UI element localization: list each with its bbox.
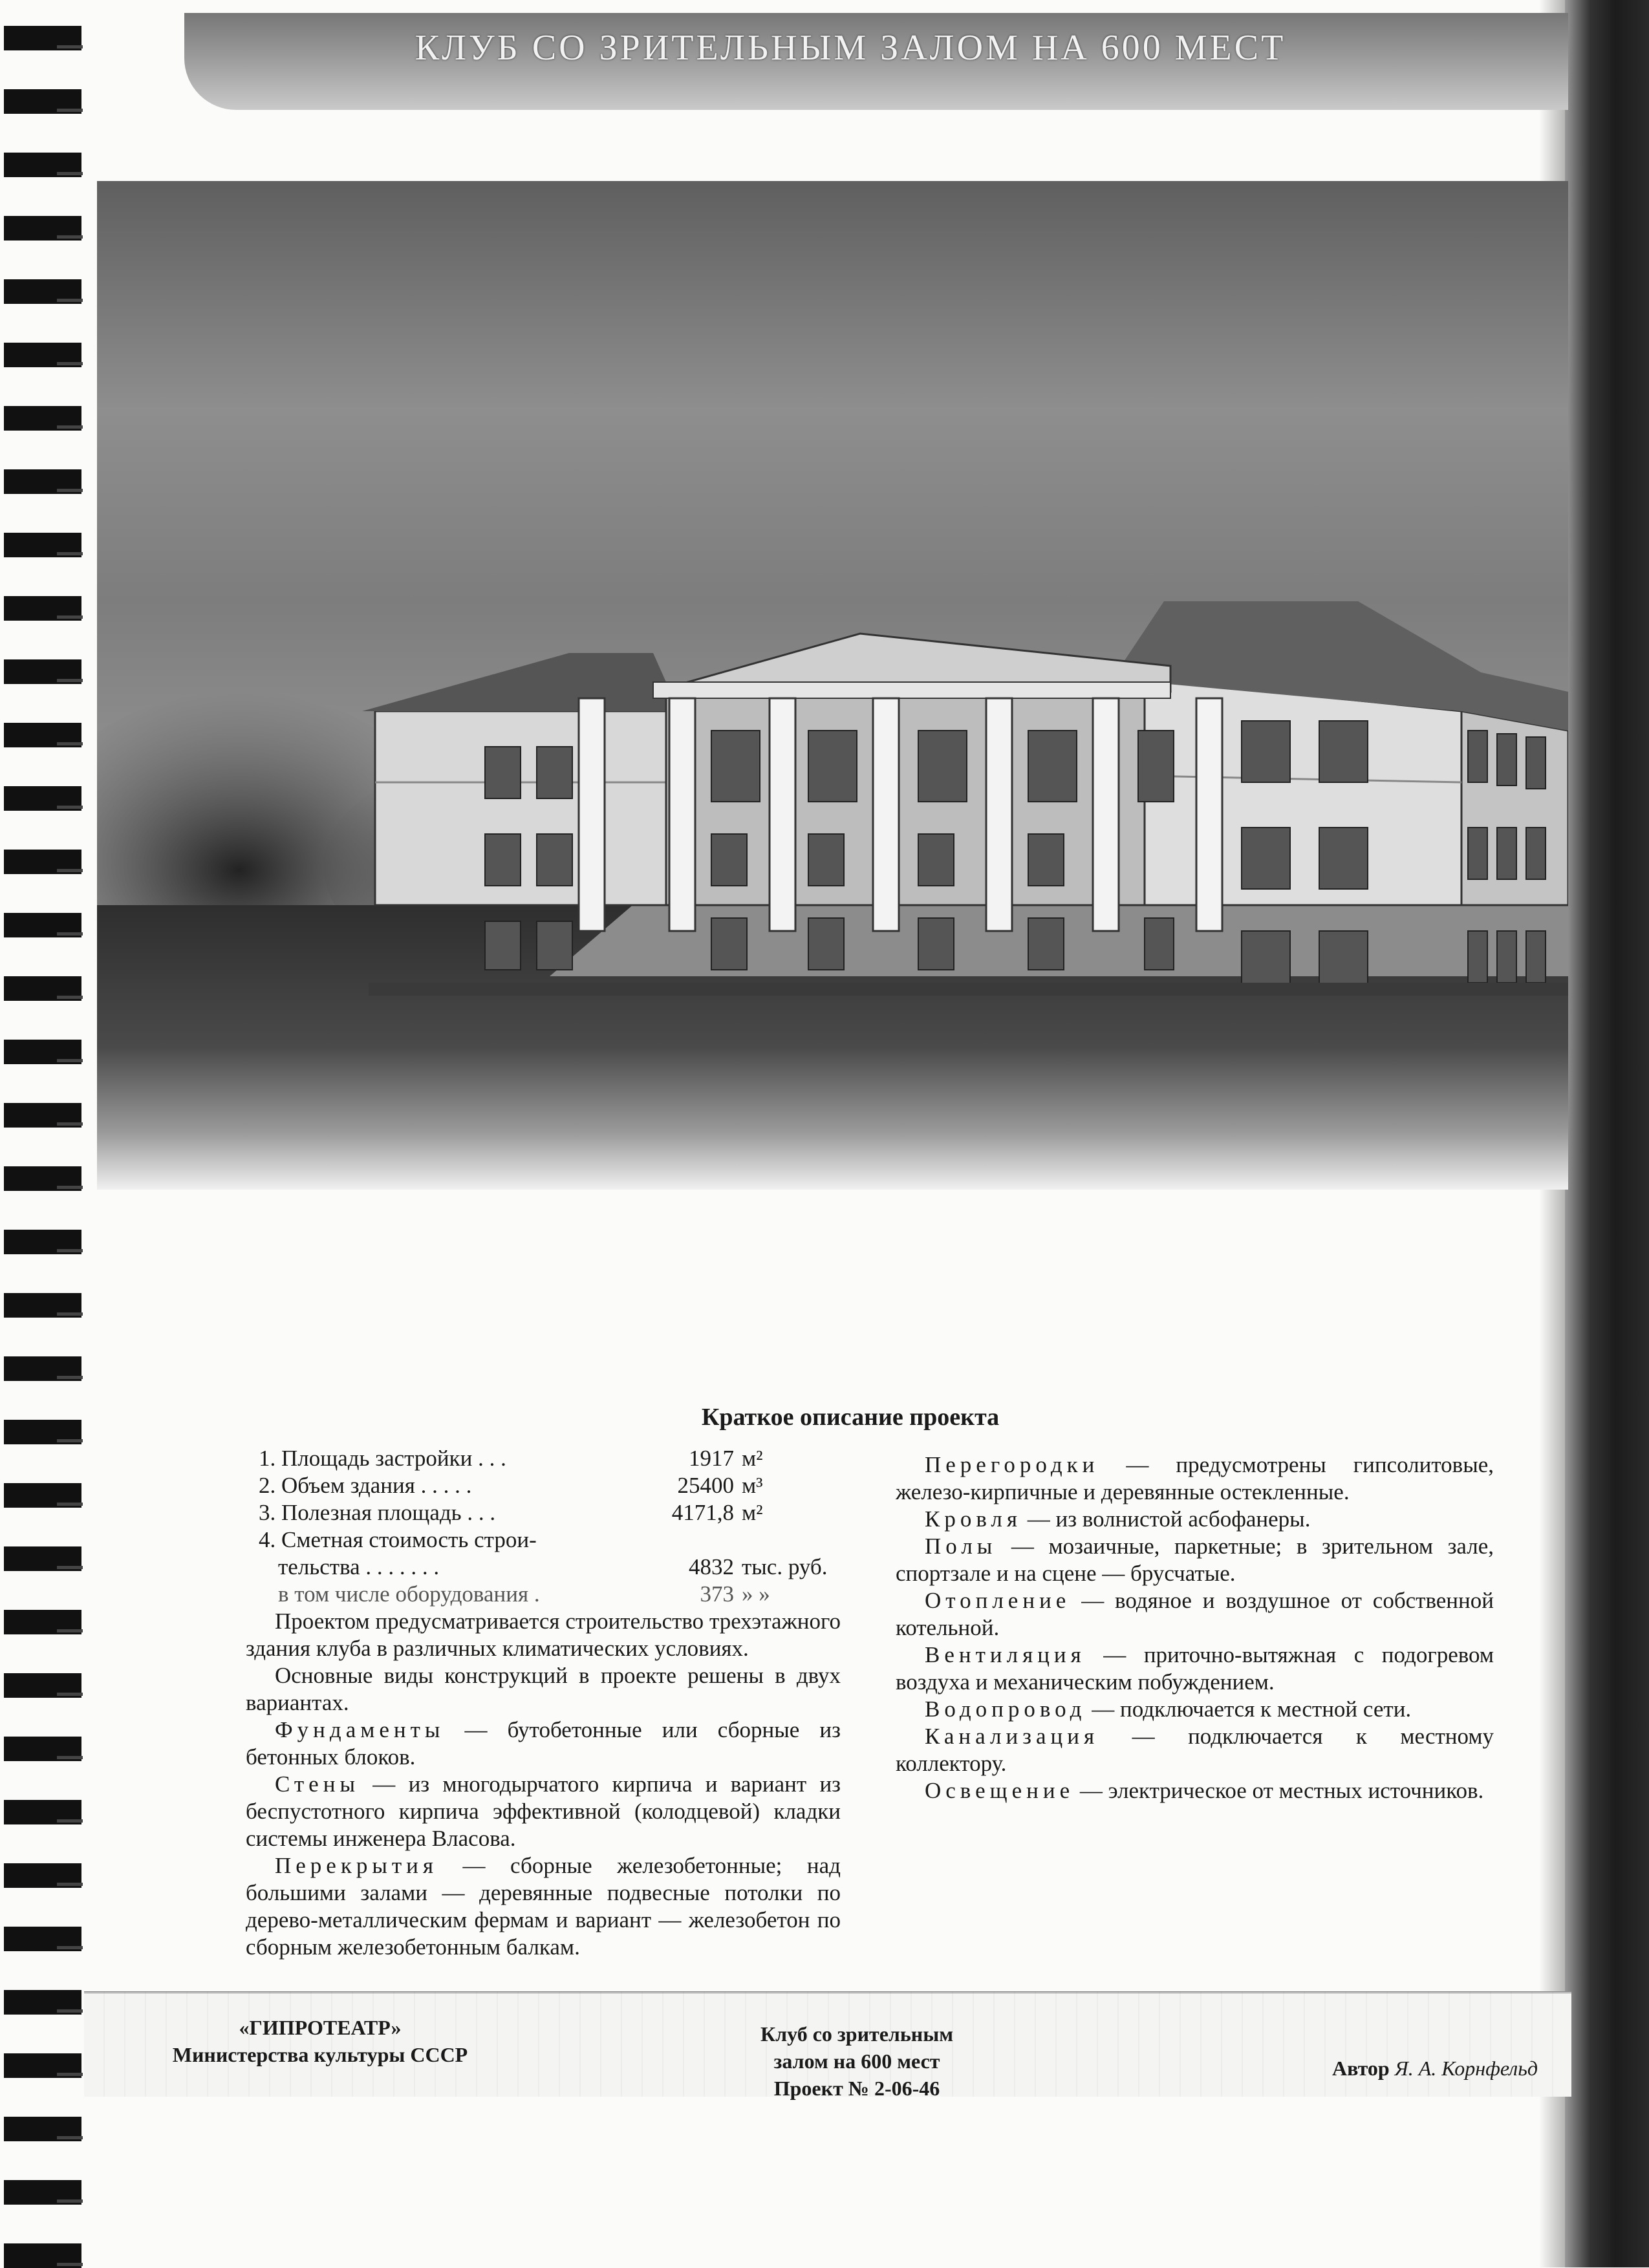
binding-hole xyxy=(4,1356,81,1381)
binding-hole xyxy=(4,406,81,431)
binding-hole xyxy=(4,1990,81,2015)
spec-row: 2. Объем здания . . . . . 25400 м³ xyxy=(259,1473,763,1498)
binding-hole xyxy=(4,976,81,1001)
item-water-supply: Водопровод — подключается к местной сети. xyxy=(925,1696,1412,1722)
binding-hole xyxy=(4,26,81,50)
footer-project xyxy=(718,2020,996,2102)
project-line: залом на 600 мест xyxy=(773,2049,940,2073)
binding-hole xyxy=(4,216,81,241)
binding-hole xyxy=(4,1103,81,1128)
spec-row: тельства . . . . . . . 4832 тыс. руб. xyxy=(278,1554,828,1579)
binding-hole xyxy=(4,469,81,494)
org-name: «ГИПРОТЕАТР» xyxy=(239,2016,402,2039)
binding-hole xyxy=(4,786,81,811)
binding-hole xyxy=(4,659,81,684)
binding-hole xyxy=(4,1546,81,1571)
binding-hole xyxy=(4,850,81,874)
item-floors: Полы — мозаичные, паркетные; в зрительном зале, спортзале и на сцене — брусчатые. xyxy=(896,1534,1494,1586)
item-foundations: Фундаменты — бутобетонные или сборные из бетонных блоков. xyxy=(246,1717,841,1770)
binding-hole xyxy=(4,1863,81,1888)
item-walls: Стены — из многодырчатого кирпича и вариант из беспустотного кирпича эффективной (колодцевой) кладки системы инженера Власова. xyxy=(246,1771,841,1851)
binding-hole xyxy=(4,1040,81,1064)
binding-hole xyxy=(4,723,81,747)
spiral-binding xyxy=(0,0,97,2267)
binding-hole xyxy=(4,1800,81,1824)
binding-hole xyxy=(4,2117,81,2141)
binding-hole xyxy=(4,1610,81,1634)
binding-hole xyxy=(4,1673,81,1698)
binding-hole xyxy=(4,2180,81,2205)
author-label: Автор xyxy=(1332,2057,1390,2080)
spec-row: 3. Полезная площадь . . . 4171,8 м² xyxy=(259,1500,763,1525)
description-heading: Краткое описание проекта xyxy=(701,1404,1000,1431)
page-title: КЛУБ СО ЗРИТЕЛЬНЫМ ЗАЛОМ НА 600 МЕСТ xyxy=(415,28,1286,68)
binding-hole xyxy=(4,343,81,367)
author-name: Я. А. Корнфельд xyxy=(1394,2057,1538,2080)
project-number: Проект № 2-06-46 xyxy=(773,2077,940,2100)
binding-hole xyxy=(4,2243,81,2268)
footer-author xyxy=(1332,2055,1571,2082)
binding-hole xyxy=(4,1230,81,1254)
item-sewerage: Канализация — подключается к местному коллектору. xyxy=(896,1724,1494,1776)
building-illustration xyxy=(97,181,1568,1190)
spec-row: 4. Сметная стоимость строи- xyxy=(259,1527,537,1552)
binding-hole xyxy=(4,1927,81,1951)
org-ministry: Министерства культуры СССР xyxy=(172,2043,468,2066)
binding-hole xyxy=(4,913,81,937)
page-edge xyxy=(1565,0,1649,2267)
building-perspective-drawing-icon xyxy=(97,181,1568,1190)
binding-hole xyxy=(4,89,81,114)
item-floors-slabs: Перекрытия — сборные железобетонные; над большими залами — деревянные подвесные потолки по дерево-металлическим фермам и вариант — железобетон по сборным железобетонным балкам. xyxy=(246,1853,841,1960)
binding-hole xyxy=(4,1737,81,1761)
binding-hole xyxy=(4,1483,81,1508)
binding-hole xyxy=(4,153,81,177)
title-banner xyxy=(184,13,1568,110)
binding-hole xyxy=(4,533,81,557)
intro-paragraph: Проектом предусматривается строительство трехэтажного здания клуба в различных климатических условиях. xyxy=(246,1609,841,1661)
binding-hole xyxy=(4,1166,81,1191)
description-right-column xyxy=(896,1451,1494,1804)
footer-organization xyxy=(149,2014,491,2068)
item-lighting: Освещение — электрическое от местных источников. xyxy=(925,1778,1484,1803)
binding-hole xyxy=(4,2053,81,2078)
binding-hole xyxy=(4,1293,81,1318)
item-ventilation: Вентиляция — приточно-вытяжная с подогревом воздуха и механическим побуждением. xyxy=(896,1642,1494,1695)
description-left-column xyxy=(246,1445,841,1961)
binding-hole xyxy=(4,596,81,621)
binding-hole xyxy=(4,279,81,304)
intro-paragraph: Основные виды конструкций в проекте решены в двух вариантах. xyxy=(246,1663,841,1715)
specs-list xyxy=(259,1445,841,1608)
spec-row: 1. Площадь застройки . . . 1917 м² xyxy=(259,1446,763,1471)
item-roof: Кровля — из волнистой асбофанеры. xyxy=(925,1506,1311,1532)
item-heating: Отопление — водяное и воздушное от собственной котельной. xyxy=(896,1588,1494,1640)
item-partitions: Перегородки — предусмотрены гипсолитовые, железо-кирпичные и деревянные остекленные. xyxy=(896,1452,1494,1504)
spec-row: в том числе оборудования . 373 » » xyxy=(278,1581,770,1607)
project-line: Клуб со зрительным xyxy=(760,2022,954,2046)
